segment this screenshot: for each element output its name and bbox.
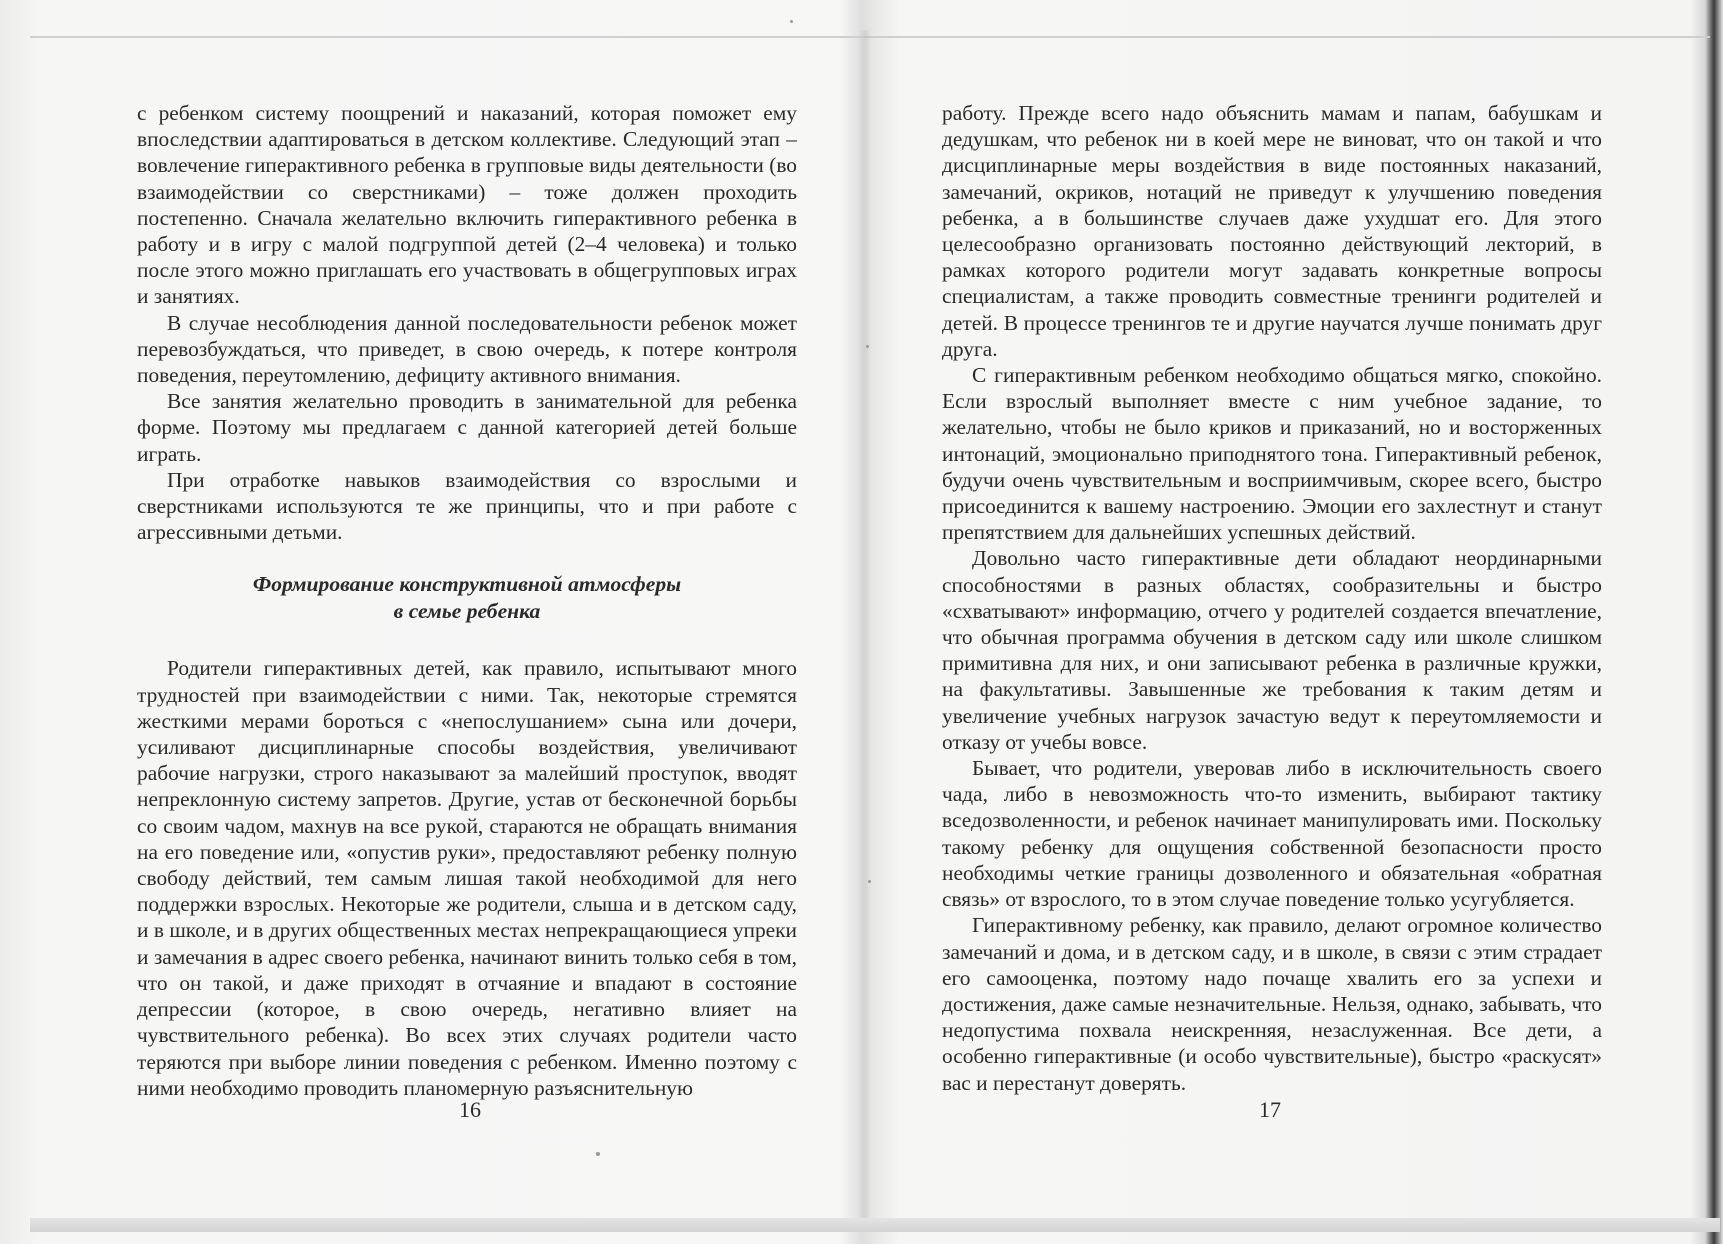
scan-speck: [866, 345, 869, 348]
page-number-left: 16: [459, 1097, 481, 1122]
right-paragraph-5: Гиперактивному ребенку, как правило, делают огромное количество замечаний и дома, и в детском саду, и в школе, в связи с этим страдает его самооценка, поэтому надо почаще хвалить его за успехи и достижения, даже самые незначительные. Нельзя, однако, забывать, что недопустима похвала неискренняя, незаслуженная. Все дети, а особенно гиперактивные (и особо чувствительные), быстро «раскусят» вас и перестанут доверять.: [942, 913, 1602, 1095]
right-paragraph-2: С гиперактивным ребенком необходимо общаться мягко, спокойно. Если взрослый выполняет вместе с ним учебное задание, то желательно, чтобы не было криков и приказаний, но и восторженных интонаций, эмоционально приподнятого тона. Гиперактивный ребенок, будучи очень чувствительным и восприимчивым, скорее всего, быстро присоединится к вашему настроению. Эмоции его захлестнут и станут препятствием для дальнейших успешных действий.: [942, 363, 1602, 545]
section-heading-line-2: в семье ребенка: [393, 599, 541, 624]
left-page: [137, 100, 797, 1101]
scan-speck: [790, 20, 793, 23]
left-paragraph-1: с ребенком систему поощрений и наказаний, которая поможет ему впоследствии адаптироваться в детском коллективе. Следующий этап – вовлечение гиперактивного ребенка в групповые виды деятельности (во взаимодействии со сверстниками) – тоже должен проходить постепенно. Сначала желательно включить гиперактивного ребенка в работу и в игру с малой подгруппой детей (2–4 человека) и только после этого можно приглашать его участвовать в общегрупповых играх и занятиях.: [137, 101, 797, 309]
right-page: [942, 100, 1602, 1096]
section-heading-line-1: Формирование конструктивной атмосферы: [252, 572, 682, 597]
left-paragraph-5: Родители гиперактивных детей, как правило, испытывают много трудностей при взаимодействии с ними. Так, некоторые стремятся жесткими мерами бороться с «непослушанием» сына или дочери, усиливают дисциплинарные способы воздействия, увеличивают рабочие нагрузки, строго наказывают за малейший проступок, вводят непреклонную систему запретов. Другие, устав от бесконечной борьбы со своим чадом, махнув на все рукой, стараются не обращать внимания на его поведение или, «опустив руки», предоставляют ребенку полную свободу действий, тем самым лишая такой необходимой для него поддержки взрослых. Некоторые же родители, слыша и в детском саду, и в школе, и в других общественных местах непрекращающиеся упреки и замечания в адрес своего ребенка, начинают винить только себя в том, что он такой, и даже приходят в отчаяние и впадают в состояние депрессии (которое, в свою очередь, негативно влияет на чувствительного ребенка). Во всех этих случаях родители часто теряются при выборе линии поведения с ребенком. Именно поэтому с ними необходимо проводить планомерную разъяснительную: [137, 656, 797, 1100]
book-gutter: [858, 30, 872, 1220]
right-paragraph-3: Довольно часто гиперактивные дети обладают неординарными способностями в разных областях, сообразительны и быстро «схватывают» информацию, отчего у родителей создается впечатление, что обычная программа обучения в детском саду или школе слишком примитивна для них, и они записывают ребенка в различные кружки, на факультативы. Завышенные же требования к таким детям и увеличение учебных нагрузок зачастую ведут к переутомляемости и отказу от учебы вовсе.: [942, 546, 1602, 754]
page-number-right: 17: [1259, 1097, 1281, 1122]
left-paragraph-3: Все занятия желательно проводить в занимательной для ребенка форме. Поэтому мы предлагаем с данной категорией детей больше играть.: [137, 389, 797, 466]
left-paragraph-2: В случае несоблюдения данной последовательности ребенок может перевозбуждаться, что приведет, в свою очередь, к потере контроля поведения, переутомлению, дефициту активного внимания.: [137, 310, 797, 388]
left-paragraph-4: При отработке навыков взаимодействия со взрослыми и сверстниками используются те же принципы, что и при работе с агрессивными детьми.: [137, 467, 797, 545]
right-paragraph-1: работу. Прежде всего надо объяснить мамам и папам, бабушкам и дедушкам, что ребенок ни в коей мере не виноват, что он такой и что дисциплинарные меры воздействия в виде постоянных наказаний, замечаний, окриков, нотаций не приведут к улучшению поведения ребенка, а в большинстве случаев даже ухудшат его. Для этого целесообразно организовать постоянно действующий лекторий, в рамках которого родители могут задавать конкретные вопросы специалистам, а также проводить совместные тренинги родителей и детей. В процессе тренингов те и другие научатся лучше понимать друг друга.: [942, 101, 1602, 361]
page-bottom-edge: [30, 1218, 1720, 1232]
scan-speck: [868, 880, 871, 883]
right-paragraph-4: Бывает, что родители, уверовав либо в исключительность своего чада, либо в невозможность что-то изменить, выбирают тактику вседозволенности, и ребенок начинает манипулировать ими. Поскольку такому ребенку для ощущения собственной безопасности просто необходимы четкие границы дозволенного и обязательная «обратная связь» от взрослого, то в этом случае поведение только усугубляется.: [942, 756, 1602, 912]
section-heading: [137, 571, 797, 625]
scan-speck: [596, 1152, 600, 1156]
